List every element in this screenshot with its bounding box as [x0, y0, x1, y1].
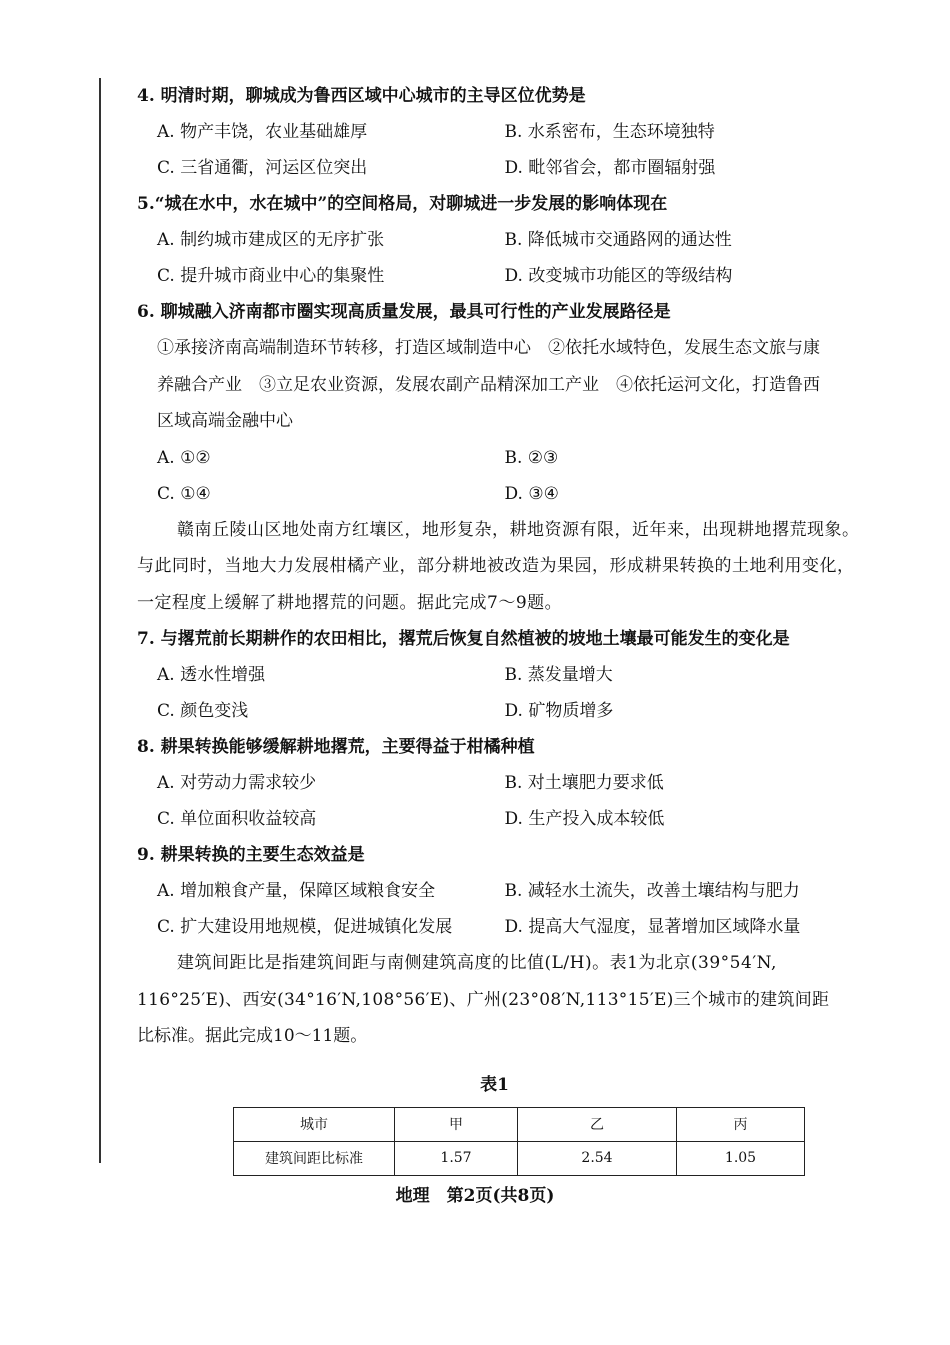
option-7c: C. 颜色变浅 — [157, 701, 249, 721]
passage-2-line-1: 建筑间距比是指建筑间距与南侧建筑高度的比值(L/H)。表1为北京(39°54′N, — [177, 953, 777, 973]
table-cell: 1.05 — [677, 1141, 805, 1175]
question-6-line-1: ①承接济南高端制造环节转移，打造区域制造中心 ②依托水域特色，发展生态文旅与康 — [157, 338, 820, 358]
option-8b: B. 对土壤肥力要求低 — [504, 773, 664, 793]
option-5a: A. 制约城市建成区的无序扩张 — [157, 230, 385, 250]
option-9a: A. 增加粮食产量，保障区域粮食安全 — [157, 881, 436, 901]
option-8c: C. 单位面积收益较高 — [157, 809, 317, 829]
question-9-options-row-1 — [137, 873, 852, 909]
exam-content — [137, 78, 860, 1176]
table-header-cell: 甲 — [395, 1107, 518, 1141]
question-4-options-row-2 — [137, 150, 852, 186]
passage-2 — [137, 945, 852, 1055]
table-cell: 2.54 — [518, 1141, 677, 1175]
question-7-options-row-2 — [137, 693, 852, 729]
question-9-options-row-2 — [137, 909, 852, 945]
question-6-line-3: 区域高端金融中心 — [157, 411, 293, 431]
question-8-options-row-1 — [137, 765, 852, 801]
option-9b: B. 减轻水土流失，改善土壤结构与肥力 — [504, 881, 800, 901]
passage-1-line-2: 与此同时，当地大力发展柑橘产业，部分耕地被改造为果园，形成耕果转换的土地利用变化， — [137, 556, 855, 576]
table-header-cell: 城市 — [234, 1107, 395, 1141]
option-6c: C. ①④ — [157, 483, 211, 504]
passage-1 — [137, 512, 860, 622]
question-5-options-row-1 — [137, 222, 852, 258]
option-9d: D. 提高大气湿度，显著增加区域降水量 — [504, 917, 801, 937]
option-4b: B. 水系密布，生态环境独特 — [504, 122, 715, 142]
question-8-options-row-2 — [137, 801, 852, 837]
passage-2-line-3: 比标准。据此完成10～11题。 — [137, 1026, 368, 1046]
question-7-stem: 7. 与撂荒前长期耕作的农田相比，撂荒后恢复自然植被的坡地土壤最可能发生的变化是 — [137, 629, 790, 649]
question-6-choices — [137, 330, 852, 440]
table-header-row — [234, 1107, 805, 1141]
table-header-cell: 丙 — [677, 1107, 805, 1141]
passage-1-line-1: 赣南丘陵山区地处南方红壤区，地形复杂，耕地资源有限，近年来，出现耕地撂荒现象。 — [177, 519, 860, 540]
question-5-options-row-2 — [137, 258, 852, 294]
question-8-stem: 8. 耕果转换能够缓解耕地撂荒，主要得益于柑橘种植 — [137, 737, 535, 757]
table-1-title: 表1 — [480, 1074, 509, 1095]
option-6d: D. ③④ — [504, 483, 559, 504]
option-5b: B. 降低城市交通路网的通达性 — [504, 230, 732, 250]
option-7a: A. 透水性增强 — [157, 665, 266, 685]
option-8a: A. 对劳动力需求较少 — [157, 773, 317, 793]
margin-line — [99, 78, 101, 1163]
question-6-stem: 6. 聊城融入济南都市圈实现高质量发展，最具可行性的产业发展路径是 — [137, 302, 671, 322]
table-row — [234, 1141, 805, 1175]
passage-2-line-2: 116°25′E)、西安(34°16′N,108°56′E)、广州(23°08′N,113°15′E)三个城市的建筑间距 — [137, 989, 830, 1010]
option-6b: B. ②③ — [504, 447, 559, 468]
question-6-options-row-1 — [137, 440, 852, 476]
option-5c: C. 提升城市商业中心的集聚性 — [157, 266, 385, 286]
passage-1-line-3: 一定程度上缓解了耕地撂荒的问题。据此完成7～9题。 — [137, 592, 563, 613]
option-4d: D. 毗邻省会，都市圈辐射强 — [504, 158, 716, 178]
option-8d: D. 生产投入成本较低 — [504, 809, 665, 829]
option-6a: A. ①② — [157, 447, 211, 468]
question-7-options-row-1 — [137, 657, 852, 693]
table-header-cell: 乙 — [518, 1107, 677, 1141]
question-6-line-2: 养融合产业 ③立足农业资源，发展农副产品精深加工产业 ④依托运河文化，打造鲁西 — [157, 374, 820, 395]
question-5-stem: 5.“城在水中，水在城中”的空间格局，对聊城进一步发展的影响体现在 — [137, 194, 668, 214]
option-5d: D. 改变城市功能区的等级结构 — [504, 266, 733, 286]
table-1 — [233, 1107, 805, 1176]
question-4-stem: 4. 明清时期，聊城成为鲁西区域中心城市的主导区位优势是 — [137, 86, 586, 106]
table-cell: 建筑间距比标准 — [234, 1141, 395, 1175]
page-footer: 地理 第2页(共8页) — [395, 1186, 555, 1206]
question-6-options-row-2 — [137, 476, 852, 512]
option-4a: A. 物产丰饶，农业基础雄厚 — [157, 122, 368, 142]
option-7d: D. 矿物质增多 — [504, 701, 614, 721]
option-4c: C. 三省通衢，河运区位突出 — [157, 158, 368, 178]
question-4-options-row-1 — [137, 114, 852, 150]
table-cell: 1.57 — [395, 1141, 518, 1175]
option-7b: B. 蒸发量增大 — [504, 665, 613, 685]
option-9c: C. 扩大建设用地规模，促进城镇化发展 — [157, 917, 453, 937]
question-9-stem: 9. 耕果转换的主要生态效益是 — [137, 845, 365, 865]
